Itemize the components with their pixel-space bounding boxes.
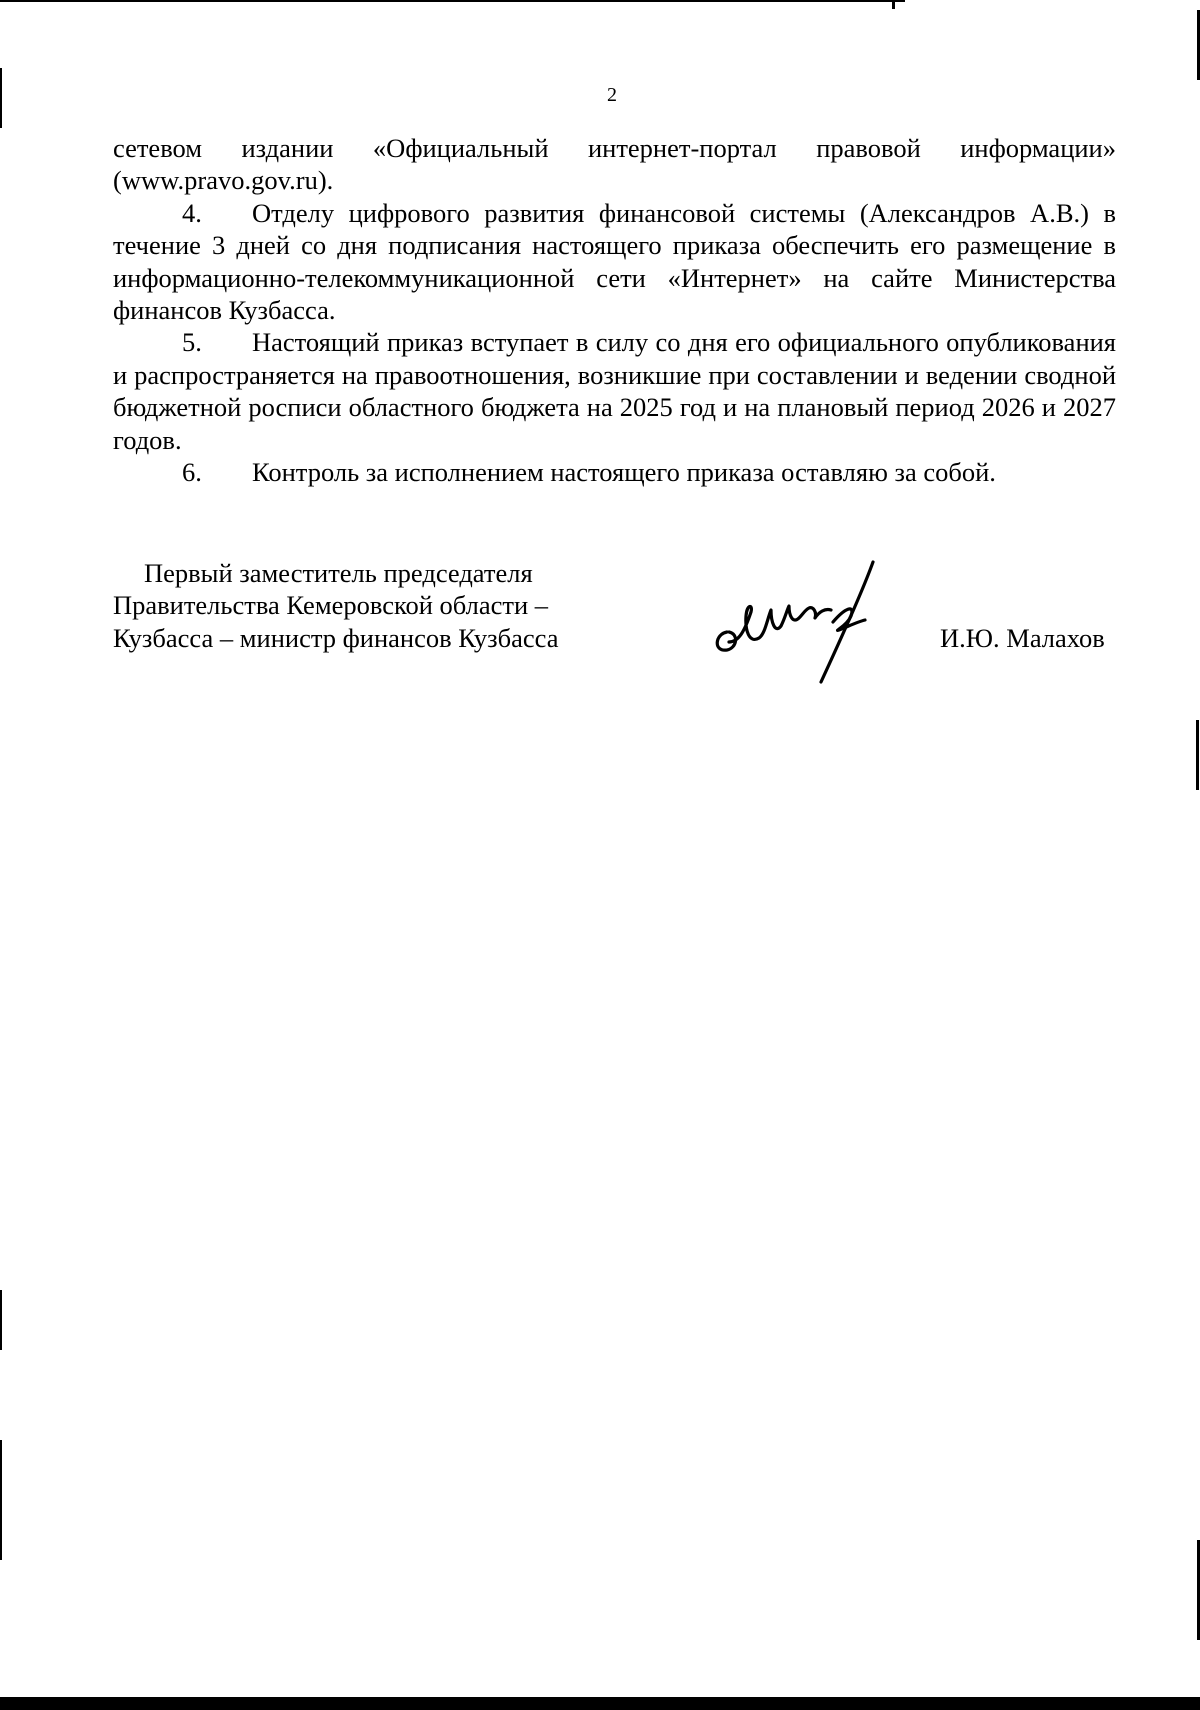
scan-border-right-mid (1196, 720, 1199, 790)
paragraph-text: Контроль за исполнением настоящего приказа оставляю за собой. (252, 457, 996, 488)
signatory-position (113, 557, 559, 654)
scan-border-top (0, 0, 905, 2)
scan-border-left-mid (0, 1290, 2, 1350)
position-line: Кузбасса – министр финансов Кузбасса (113, 622, 559, 653)
paragraph-text: Настоящий приказ вступает в силу со дня его официального опубликования и распространяется на правоотношения, возникшие при составлении и ведении сводной бюджетной росписи областного бюджета на 2025 год и на плановый период 2026 и 2027 годов. (113, 327, 1116, 455)
page-number: 2 (607, 84, 617, 106)
paragraph-item-6 (113, 456, 1116, 488)
scan-border-left-lower (0, 1440, 2, 1560)
position-line: Первый заместитель председателя (144, 558, 533, 588)
paragraph-text: Отделу цифрового развития финансовой системы (Александров А.В.) в течение 3 дней со дня подписания настоящего приказа обеспечить его размещение в информационно-телекоммуникационной сети «Интернет» на сайте Министерства финансов Кузбасса. (113, 197, 1116, 326)
paragraph-item-5 (113, 326, 1116, 456)
item-number: 6. (182, 457, 202, 488)
scan-border-top-mark (892, 0, 895, 9)
signer-name: И.Ю. Малахов (940, 623, 1105, 653)
paragraph-text: сетевом издании «Официальный интернет-портал правовой информации» (www.pravo.gov.ru). (113, 133, 1116, 196)
item-number: 5. (182, 327, 202, 358)
document-body (113, 132, 1116, 488)
position-line: Правительства Кемеровской области – (113, 590, 549, 621)
handwritten-signature (705, 560, 895, 685)
scan-border-bottom (0, 1697, 1200, 1710)
paragraph-continuation (113, 132, 1116, 197)
item-number: 4. (182, 197, 202, 228)
paragraph-item-4 (113, 197, 1116, 327)
